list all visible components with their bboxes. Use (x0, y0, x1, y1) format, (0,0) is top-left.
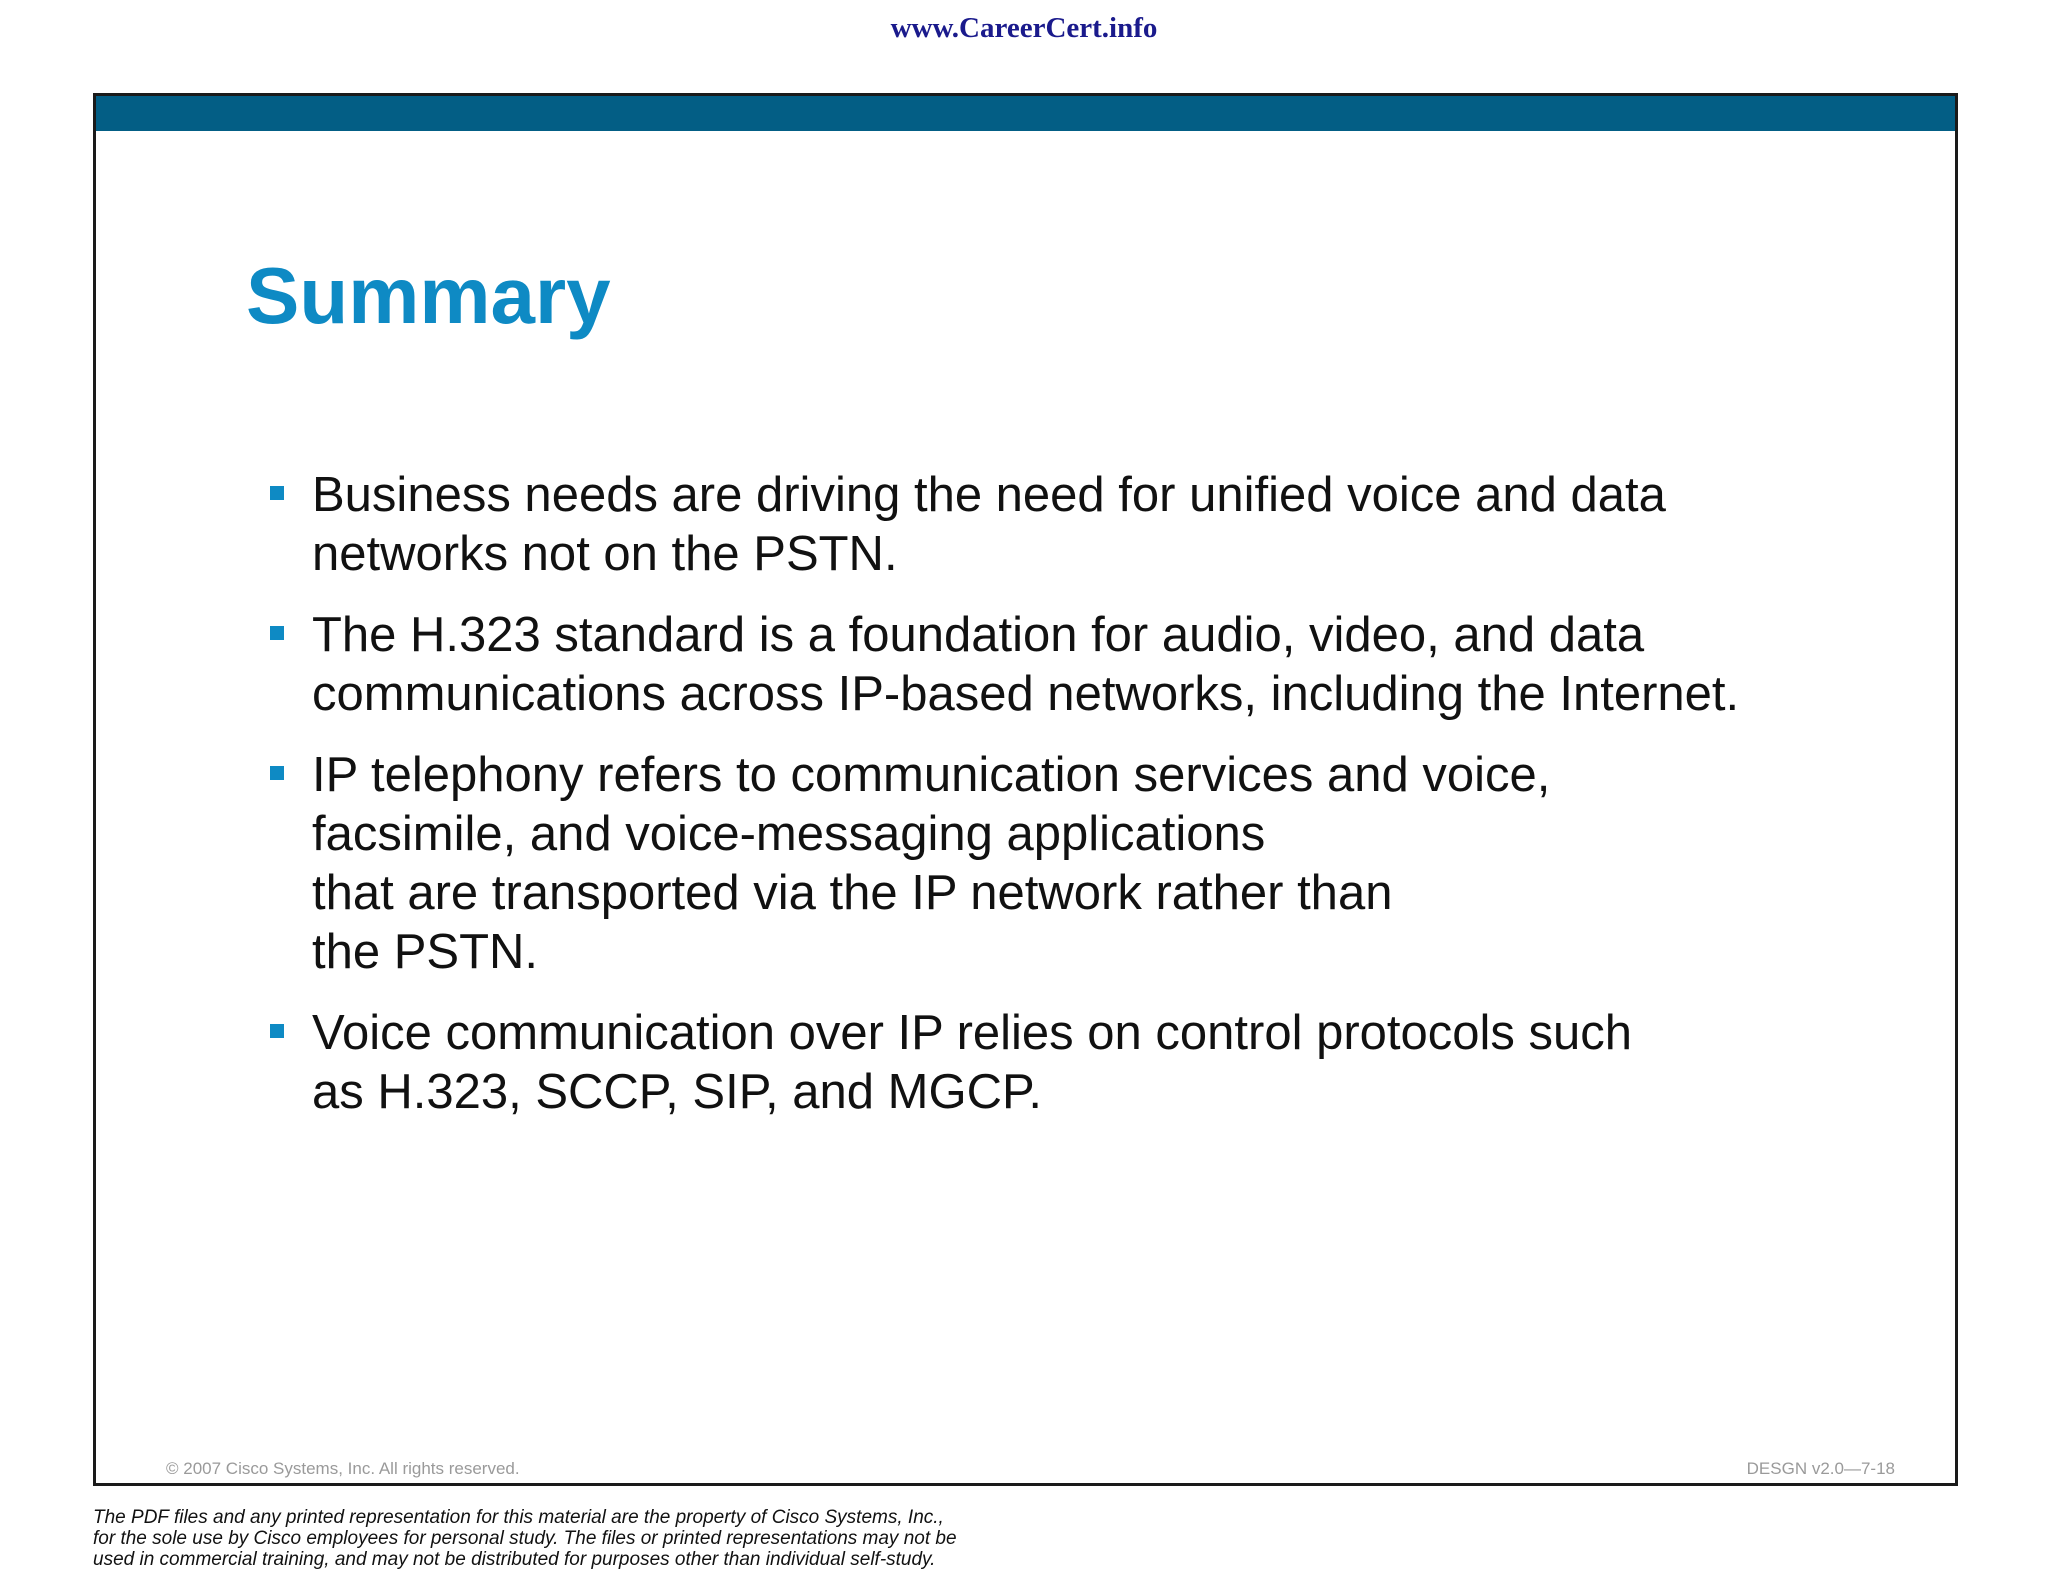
bullet-item (270, 466, 1910, 584)
disclaimer-line: for the sole use by Cisco employees for personal study. The files or printed representations may not be (93, 1528, 957, 1549)
bullet-text-line: Business needs are driving the need for unified voice and data (312, 468, 1666, 522)
bullet-text-line: facsimile, and voice-messaging applications (312, 807, 1266, 861)
bullet-item (270, 746, 1910, 982)
disclaimer-line: The PDF files and any printed representation for this material are the property of Cisco Systems, Inc., (93, 1507, 944, 1528)
slide (93, 93, 1958, 1486)
site-url[interactable]: www.CareerCert.info (890, 12, 1158, 44)
bullet-item (270, 1004, 1910, 1122)
bullet-item (270, 606, 1910, 724)
disclaimer-line: used in commercial training, and may not be distributed for purposes other than individual self-study. (93, 1549, 936, 1570)
square-bullet-icon (270, 626, 284, 640)
bullet-text-line: Voice communication over IP relies on control protocols such (312, 1006, 1633, 1060)
slide-header-band (96, 96, 1955, 131)
slide-title: Summary (246, 251, 611, 340)
bullet-text-line: IP telephony refers to communication services and voice, (312, 748, 1551, 802)
bullet-text-line: that are transported via the IP network rather than (312, 866, 1393, 920)
bullet-text-line: networks not on the PSTN. (312, 527, 898, 581)
square-bullet-icon (270, 486, 284, 500)
square-bullet-icon (270, 766, 284, 780)
bullet-text-line: as H.323, SCCP, SIP, and MGCP. (312, 1065, 1042, 1119)
bullet-text-line: The H.323 standard is a foundation for audio, video, and data (312, 608, 1645, 662)
bullet-text-line: communications across IP-based networks, including the Internet. (312, 667, 1740, 721)
square-bullet-icon (270, 1024, 284, 1038)
slide-number: DESGN v2.0—7-18 (1746, 1459, 1895, 1478)
copyright-notice: © 2007 Cisco Systems, Inc. All rights reserved. (166, 1459, 520, 1478)
bullet-list (270, 466, 1910, 1144)
disclaimer (93, 1507, 957, 1570)
bullet-text-line: the PSTN. (312, 925, 539, 979)
